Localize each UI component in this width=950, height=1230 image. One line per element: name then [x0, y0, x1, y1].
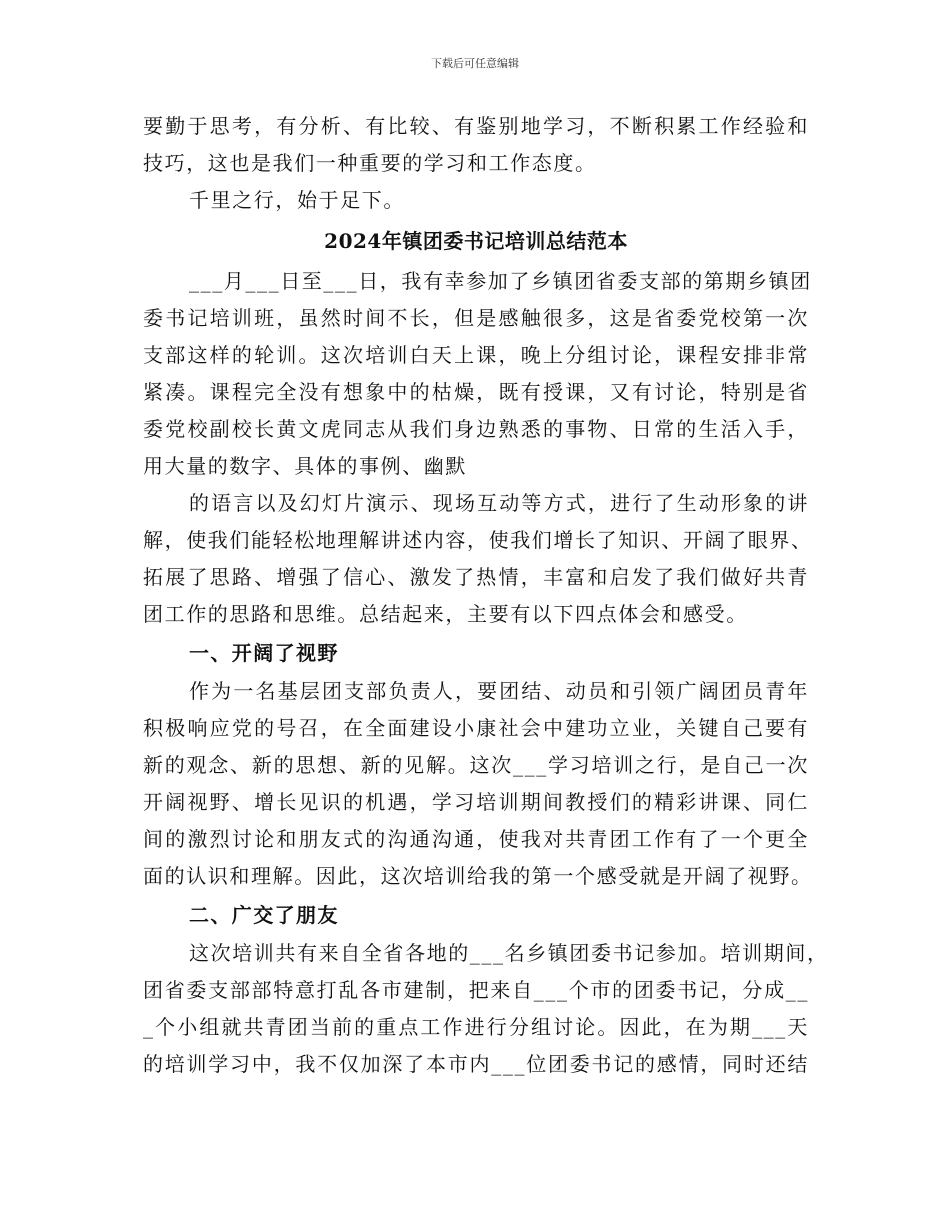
text-line: 解，使我们能轻松地理解讲述内容，使我们增长了知识、开阔了眼界、: [143, 528, 813, 552]
text-line: 委党校副校长黄文虎同志从我们身边熟悉的事物、日常的生活入手，: [143, 417, 809, 441]
text-line: 团工作的思路和思维。总结起来，主要有以下四点体会和感受。: [143, 602, 748, 626]
text-line: ___月___日至___日，我有幸参加了乡镇团省委支部的第期乡镇团: [189, 269, 812, 293]
text-line: 用大量的数字、具体的事例、幽默: [143, 454, 467, 478]
page-header: 下载后可任意编辑: [431, 57, 519, 70]
document-body: [143, 108, 829, 1083]
text-line: 新的观念、新的思想、新的见解。这次___学习培训之行，是自己一次: [143, 753, 809, 777]
text-line: 拓展了思路、增强了信心、激发了热情，丰富和启发了我们做好共青: [143, 565, 809, 589]
text-line: 面的认识和理解。因此，这次培训给我的第一个感受就是开阔了视野。: [143, 864, 813, 888]
section-heading: 一、开阔了视野: [189, 641, 339, 665]
text-line: 要勤于思考，有分析、有比较、有鉴别地学习，不断积累工作经验和: [143, 114, 809, 138]
text-line: 团省委支部部特意打乱各市建制，把来自___个市的团委书记，分成__: [143, 978, 809, 1002]
text-line: 的培训学习中，我不仅加深了本市内___位团委书记的感情，同时还结: [143, 1052, 809, 1076]
text-line: 积极响应党的号召，在全面建设小康社会中建功立业，关键自己要有: [143, 716, 809, 740]
document-title: 2024年镇团委书记培训总结范本: [324, 229, 628, 253]
text-line: 的语言以及幻灯片演示、现场互动等方式，进行了生动形象的讲: [189, 491, 809, 515]
text-line: 千里之行，始于足下。: [189, 188, 405, 212]
text-line: 委书记培训班，虽然时间不长，但是感触很多，这是省委党校第一次: [143, 306, 809, 330]
section-heading: 二、广交了朋友: [189, 903, 339, 927]
text-line: 作为一名基层团支部负责人，要团结、动员和引领广阔团员青年: [189, 679, 809, 703]
text-line: 开阔视野、增长见识的机遇，学习培训期间教授们的精彩讲课、同仁: [143, 790, 809, 814]
text-line: 这次培训共有来自全省各地的___名乡镇团委书记参加。培训期间，: [189, 941, 829, 965]
text-line: _个小组就共青团当前的重点工作进行分组讨论。因此，在为期___天: [143, 1015, 809, 1039]
text-line: 支部这样的轮训。这次培训白天上课，晚上分组讨论，课程安排非常: [143, 343, 809, 367]
text-line: 技巧，这也是我们一种重要的学习和工作态度。: [143, 151, 597, 175]
text-line: 紧凑。课程完全没有想象中的枯燥，既有授课，又有讨论，特别是省: [143, 380, 809, 404]
text-line: 间的激烈讨论和朋友式的沟通沟通，使我对共青团工作有了一个更全: [143, 827, 809, 851]
